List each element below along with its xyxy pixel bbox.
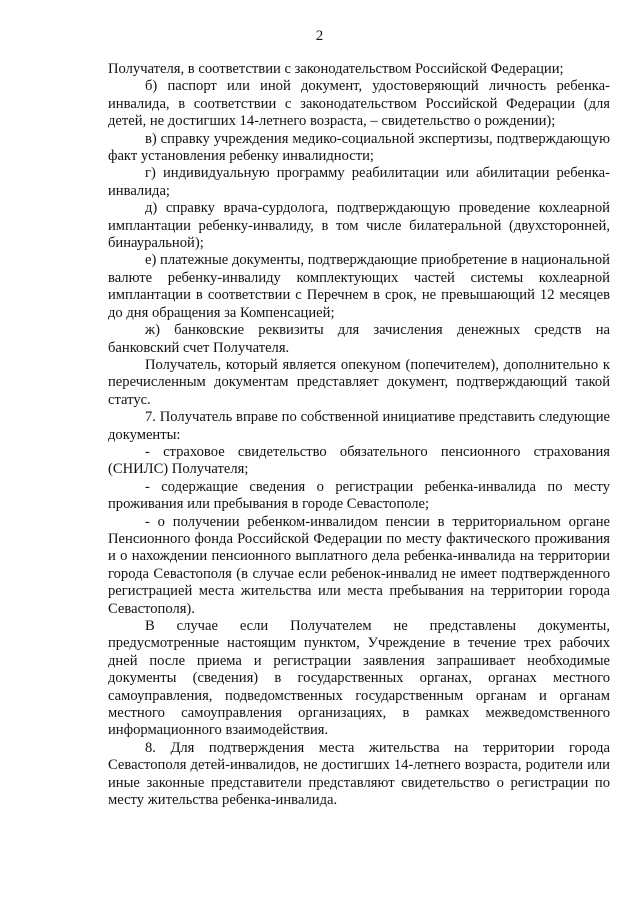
paragraph-pension-info: - о получении ребенком-инвалидом пенсии в территориальном органе Пенсионного фонда Российской Федерации по месту фактического проживания и о нахождении пенсионного выплатного дела ребенка-инвалида на территории города Севастополя (в случае если ребенок-инвалид не имеет подтвержденного регистрацией места жительства или места пребывания на территории города Севастополя). xyxy=(108,513,610,617)
paragraph-item-d-surdologist-certificate: д) справку врача-сурдолога, подтверждающую проведение кохлеарной имплантации ребенку-инвалиду, в том числе билатеральной (двухсторонней, бинауральной); xyxy=(108,200,610,252)
paragraph-item-b-passport: б) паспорт или иной документ, удостоверяющий личность ребенка-инвалида, в соответствии с законодательством Российской Федерации (для детей, не достигших 14-летнего возраста, – свидетельство о рождении); xyxy=(108,78,610,130)
paragraph-registration-info: - содержащие сведения о регистрации ребенка-инвалида по месту проживания или пребывания в городе Севастополе; xyxy=(108,478,610,513)
paragraph-item-v-mse-certificate: в) справку учреждения медико-социальной экспертизы, подтверждающую факт установления ребенку инвалидности; xyxy=(108,130,610,165)
paragraph-section-8: 8. Для подтверждения места жительства на территории города Севастополя детей-инвалидов, не достигших 14-летнего возраста, родители или иные законные представители представляют свидетельство о регистрации по месту жительства ребенка-инвалида. xyxy=(108,739,610,809)
page-number: 2 xyxy=(315,28,324,44)
paragraph-guardian-status: Получатель, который является опекуном (попечителем), дополнительно к перечисленным документам представляет документ, подтверждающий такой статус. xyxy=(108,356,610,408)
paragraph-item-e-payment-documents: е) платежные документы, подтверждающие приобретение в национальной валюте ребенку-инвалиду комплектующих частей системы кохлеарной имплантации в соответствии с Перечнем в срок, не превышающий 12 месяцев до дня обращения за Компенсацией; xyxy=(108,252,610,321)
paragraph-continuation: Получателя, в соответствии с законодательством Российской Федерации; xyxy=(108,61,564,77)
paragraph-item-zh-bank-details: ж) банковские реквизиты для зачисления денежных средств на банковский счет Получателя. xyxy=(108,322,610,356)
paragraph-item-g-rehab-program: г) индивидуальную программу реабилитации или абилитации ребенка-инвалида; xyxy=(108,165,610,199)
document-body xyxy=(108,61,610,809)
paragraph-interagency-request: В случае если Получателем не представлены документы, предусмотренные настоящим пунктом, Учреждение в течение трех рабочих дней после приема и регистрации заявления запрашивает необходимые документы (сведения) в государственных органах, органах местного самоуправления, подведомственных государственным органам и органам местного самоуправления организациях, в рамках межведомственного информационного взаимодействия. xyxy=(108,618,610,739)
paragraph-snils: - страховое свидетельство обязательного пенсионного страхования (СНИЛС) Получателя; xyxy=(108,443,610,478)
paragraph-section-7: 7. Получатель вправе по собственной инициативе представить следующие документы: xyxy=(108,409,610,443)
